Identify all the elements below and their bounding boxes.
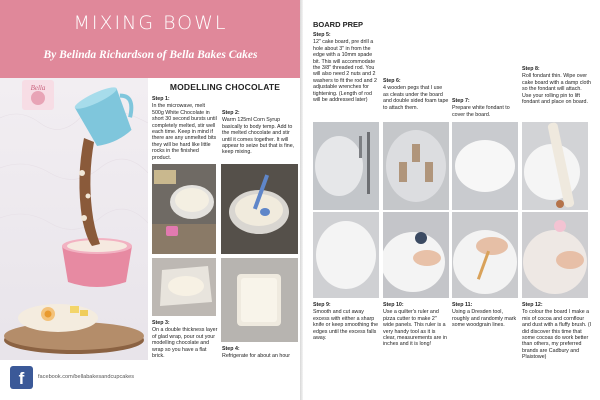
facebook-link[interactable]: facebook.com/bellabakesandcupcakes — [38, 374, 135, 380]
step-text: Using a Dresden tool, roughly and randomly mark some woodgrain lines. — [452, 309, 517, 329]
photo-dusting-board — [522, 212, 588, 298]
footer — [0, 360, 301, 400]
step-label: Step 9: — [313, 302, 331, 308]
step-label: Step 11: — [452, 302, 473, 308]
author-byline: By Belinda Richardson of Bella Bakes Cakes — [43, 49, 258, 61]
step-7 — [452, 98, 518, 118]
step-text: To colour the board I make a mix of cocoa and cornflour and dust with a fluffy brush. (I did discover this time that some cocoas do work better than others, my preferred brands are Cadbury and Plaistowe) — [522, 309, 592, 361]
step-label: Step 1: — [152, 96, 170, 102]
step-2 — [222, 110, 296, 156]
step-10 — [383, 302, 449, 348]
step-text: Warm 125ml Corn Syrup basically to body temp. Add to the melted chocolate and stir until it comes together. It will appear to seize but that is fine, keep mixing. — [222, 117, 295, 156]
svg-text:Bella: Bella — [30, 84, 46, 92]
step-text: Use a quilter's ruler and pizza cutter to make 2" wide panels. This ruler is a very handy tool as it is clear, measurements are in inches and it is long! — [383, 309, 447, 348]
step-label: Step 4: — [222, 346, 240, 352]
step-label: Step 5: — [313, 32, 331, 38]
modelling-chocolate-heading: MODELLING CHOCOLATE — [169, 82, 281, 92]
step-5 — [313, 32, 379, 103]
step-text: 4 wooden pegs that I use as cleats under the board and double sided foam tape to attach them. — [383, 85, 449, 111]
step-text: In the microwave, melt 500g White Chocolate in short 30 second bursts until completely melted, stir well each time. Keep in mind if there are any unmelted bits they will be hard like little rocks in the finished product. — [152, 103, 217, 161]
step-text: Refrigerate for about an hour — [222, 353, 291, 360]
step-12 — [522, 302, 594, 361]
step-9 — [313, 302, 379, 341]
photo-rolling-fondant — [522, 122, 588, 210]
photo-wrap-chocolate — [152, 258, 216, 316]
step-label: Step 3: — [152, 320, 170, 326]
step-3 — [152, 320, 218, 359]
page-title: MIXING BOWL — [73, 12, 228, 34]
bella-logo — [22, 80, 54, 110]
step-1 — [152, 96, 218, 161]
title-banner — [0, 0, 301, 78]
facebook-icon[interactable]: f — [10, 366, 33, 389]
step-11 — [452, 302, 518, 329]
photo-pizza-cutter — [383, 212, 449, 298]
step-text: Prepare white fondant to cover the board. — [452, 105, 510, 118]
photo-dresden-tool — [452, 212, 518, 298]
step-label: Step 6: — [383, 78, 401, 84]
step-6 — [383, 78, 449, 111]
step-text: On a double thickness layer of glad wrap, pour out your modelling chocolate and wrap so you have a flat brick. — [152, 327, 218, 360]
finished-cake-photo — [0, 78, 148, 360]
step-label: Step 12: — [522, 302, 543, 308]
step-8 — [522, 66, 592, 105]
step-text: Smooth and cut away excess with either a sharp knife or keep smoothing the edges until the excess falls away. — [313, 309, 379, 342]
photo-smoothing-edges — [313, 212, 379, 298]
step-label: Step 7: — [452, 98, 470, 104]
step-label: Step 2: — [222, 110, 240, 116]
photo-chocolate-brick — [221, 258, 298, 342]
photo-board-pegs — [383, 122, 449, 210]
step-label: Step 8: — [522, 66, 540, 72]
step-label: Step 10: — [383, 302, 404, 308]
photo-white-fondant — [452, 122, 518, 210]
step-text: Roll fondant thin. Wipe over cake board with a damp cloth so the fondant will attach. Use your rolling pin to lift fondant and place on board. — [522, 73, 591, 106]
board-prep-heading: BOARD PREP — [313, 20, 364, 29]
photo-melted-chocolate — [152, 164, 216, 254]
photo-board-rod — [313, 122, 379, 210]
photo-stirring-chocolate — [221, 164, 298, 254]
step-text: 12" cake board, pre drill a hole about 3" in from the edge with a 10mm spade bit. This will accommodate the 3/8" threaded rod. You will also need 2 nuts and 2 washers to fit the rod and 2 adjustable wrenches for tightening. (Length of rod will be addressed later) — [313, 39, 377, 104]
